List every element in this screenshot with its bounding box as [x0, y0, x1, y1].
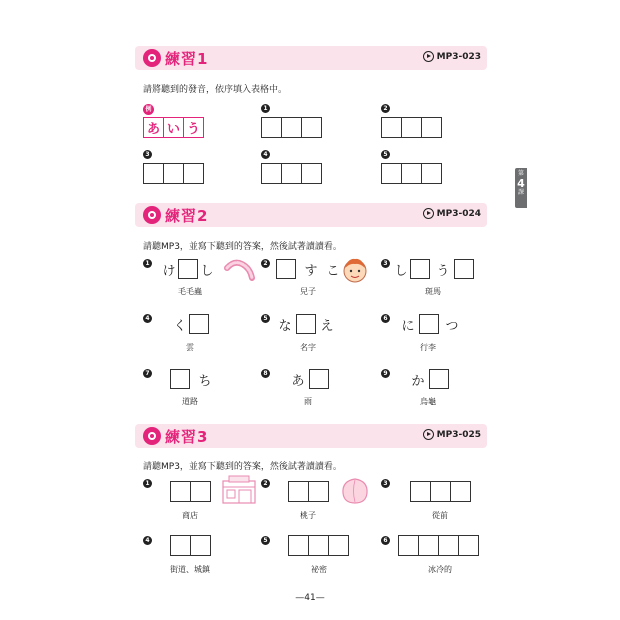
answer-box[interactable]	[261, 163, 282, 184]
page-number: —41—	[295, 593, 325, 603]
item-label: 祕密	[311, 565, 327, 574]
kana: ち	[198, 373, 212, 389]
answer-box[interactable]	[418, 535, 439, 556]
kana-item	[160, 259, 216, 279]
answer-box[interactable]	[178, 259, 198, 279]
answer-box[interactable]	[170, 481, 191, 502]
item-label: 斑馬	[425, 287, 441, 296]
item-number: 4	[143, 536, 152, 545]
item-label: 烏龜	[420, 397, 436, 406]
kana: し	[200, 263, 214, 279]
answer-box[interactable]	[296, 314, 316, 334]
lesson-tab	[515, 168, 527, 208]
answer-boxes[interactable]	[410, 481, 470, 502]
kana: つ	[445, 318, 459, 334]
item-label: 雨	[304, 397, 312, 406]
answer-box[interactable]	[170, 369, 190, 389]
answer-box[interactable]	[143, 163, 164, 184]
item-label: 從前	[432, 511, 448, 520]
answer-box[interactable]	[281, 117, 302, 138]
example-boxes	[143, 117, 203, 138]
item-label: 桃子	[300, 511, 316, 520]
kana: に	[401, 318, 415, 334]
section-3-instruction: 請聽MP3，並寫下聽到的答案，然後試著讀讀看。	[143, 462, 342, 472]
answer-box[interactable]	[401, 163, 422, 184]
kana: し	[394, 263, 408, 279]
answer-box[interactable]	[288, 535, 309, 556]
answer-box[interactable]	[401, 117, 422, 138]
answer-box[interactable]	[419, 314, 439, 334]
section-2-instruction: 請聽MP3，並寫下聽到的答案，然後試著讀讀看。	[143, 242, 342, 252]
item-number: 8	[261, 369, 270, 378]
answer-boxes[interactable]	[261, 163, 321, 184]
answer-box[interactable]	[381, 117, 402, 138]
item-number: 2	[381, 104, 390, 113]
answer-box[interactable]	[163, 163, 184, 184]
kana: こ	[326, 263, 340, 279]
item-label: 雲	[186, 343, 194, 352]
item-label: 冰冷的	[428, 565, 452, 574]
answer-box[interactable]	[398, 535, 419, 556]
answer-boxes[interactable]	[288, 535, 348, 556]
answer-box[interactable]	[429, 369, 449, 389]
flower-badge-icon	[143, 49, 161, 67]
answer-box[interactable]	[421, 117, 442, 138]
item-number: 5	[261, 536, 270, 545]
lesson-tab-post: 課	[517, 189, 524, 196]
item-label: 行李	[420, 343, 436, 352]
item-number: 9	[381, 369, 390, 378]
answer-box[interactable]	[281, 163, 302, 184]
kana: く	[173, 318, 187, 334]
kana-item	[171, 314, 209, 334]
item-label: 毛毛蟲	[178, 287, 202, 296]
section-1-instruction: 請將聽到的發音，依序填入表格中。	[143, 85, 288, 95]
item-label: 名字	[300, 343, 316, 352]
item-number: 2	[261, 259, 270, 268]
example-box: い	[163, 117, 184, 138]
item-number: 6	[381, 536, 390, 545]
kana-item	[409, 369, 449, 389]
answer-box[interactable]	[276, 259, 296, 279]
section-2-audio[interactable]	[423, 208, 481, 219]
kana-item	[289, 369, 329, 389]
item-number: 2	[261, 479, 270, 488]
section-1-audio[interactable]	[423, 51, 481, 62]
answer-box[interactable]	[308, 535, 329, 556]
flower-badge-icon	[143, 427, 161, 445]
kana-item	[399, 314, 461, 334]
kana: う	[436, 263, 450, 279]
answer-box[interactable]	[450, 481, 471, 502]
flower-badge-icon	[143, 206, 161, 224]
answer-box[interactable]	[308, 481, 329, 502]
answer-box[interactable]	[301, 117, 322, 138]
item-number: 4	[143, 314, 152, 323]
section-3-header	[135, 424, 487, 448]
answer-box[interactable]	[309, 369, 329, 389]
item-label: 街道、城鎮	[170, 565, 210, 574]
item-number: 3	[381, 259, 390, 268]
kana-item	[392, 259, 474, 279]
item-number: 7	[143, 369, 152, 378]
kana: な	[278, 318, 292, 334]
answer-box[interactable]	[458, 535, 479, 556]
section-1-title: 練習1	[165, 50, 209, 68]
boy-face-icon	[342, 256, 368, 284]
example-box: う	[183, 117, 204, 138]
kana-item	[276, 314, 336, 334]
item-label: 商店	[182, 511, 198, 520]
item-number: 1	[143, 479, 152, 488]
item-number: 3	[143, 150, 152, 159]
answer-box[interactable]	[430, 481, 451, 502]
answer-boxes[interactable]	[143, 163, 203, 184]
example-box: あ	[143, 117, 164, 138]
example-badge: 例	[143, 104, 154, 115]
kana: え	[320, 318, 334, 334]
answer-boxes[interactable]	[381, 163, 441, 184]
answer-box[interactable]	[381, 163, 402, 184]
lesson-tab-pre: 第	[517, 170, 524, 177]
item-number: 6	[381, 314, 390, 323]
answer-boxes[interactable]	[170, 535, 210, 556]
answer-box[interactable]	[170, 535, 191, 556]
caterpillar-icon	[224, 258, 256, 284]
answer-box[interactable]	[410, 481, 431, 502]
item-number: 4	[261, 150, 270, 159]
section-3-audio[interactable]	[423, 429, 481, 440]
answer-box[interactable]	[183, 163, 204, 184]
shop-icon	[221, 475, 257, 505]
answer-box[interactable]	[438, 535, 459, 556]
item-label: 兒子	[300, 287, 316, 296]
kana: か	[411, 373, 425, 389]
item-number: 5	[381, 150, 390, 159]
section-1-mp3-label: MP3-023	[436, 51, 481, 62]
peach-icon	[340, 475, 370, 505]
answer-boxes[interactable]	[170, 481, 210, 502]
answer-box[interactable]	[190, 481, 211, 502]
lesson-tab-num: 4	[517, 177, 525, 190]
play-icon[interactable]	[423, 429, 434, 440]
answer-boxes[interactable]	[288, 481, 328, 502]
answer-boxes[interactable]	[261, 117, 321, 138]
answer-boxes[interactable]	[398, 535, 478, 556]
item-number: 1	[261, 104, 270, 113]
section-2-header	[135, 203, 487, 227]
kana: あ	[291, 373, 305, 389]
section-2-title: 練習2	[165, 207, 209, 225]
answer-box[interactable]	[288, 481, 309, 502]
play-icon[interactable]	[423, 51, 434, 62]
item-number: 3	[381, 479, 390, 488]
answer-box[interactable]	[301, 163, 322, 184]
answer-box[interactable]	[328, 535, 349, 556]
answer-box[interactable]	[261, 117, 282, 138]
section-3-title: 練習3	[165, 428, 209, 446]
answer-box[interactable]	[189, 314, 209, 334]
answer-box[interactable]	[454, 259, 474, 279]
answer-box[interactable]	[421, 163, 442, 184]
kana: す	[304, 263, 318, 279]
section-1-header	[135, 46, 487, 70]
section-3-mp3-label: MP3-025	[436, 429, 481, 440]
item-label: 道路	[182, 397, 198, 406]
kana-item	[170, 369, 214, 389]
answer-box[interactable]	[190, 535, 211, 556]
item-number: 1	[143, 259, 152, 268]
section-2-mp3-label: MP3-024	[436, 208, 481, 219]
kana: け	[162, 263, 176, 279]
play-icon[interactable]	[423, 208, 434, 219]
answer-boxes[interactable]	[381, 117, 441, 138]
kana-item	[276, 259, 342, 279]
answer-box[interactable]	[410, 259, 430, 279]
item-number: 5	[261, 314, 270, 323]
